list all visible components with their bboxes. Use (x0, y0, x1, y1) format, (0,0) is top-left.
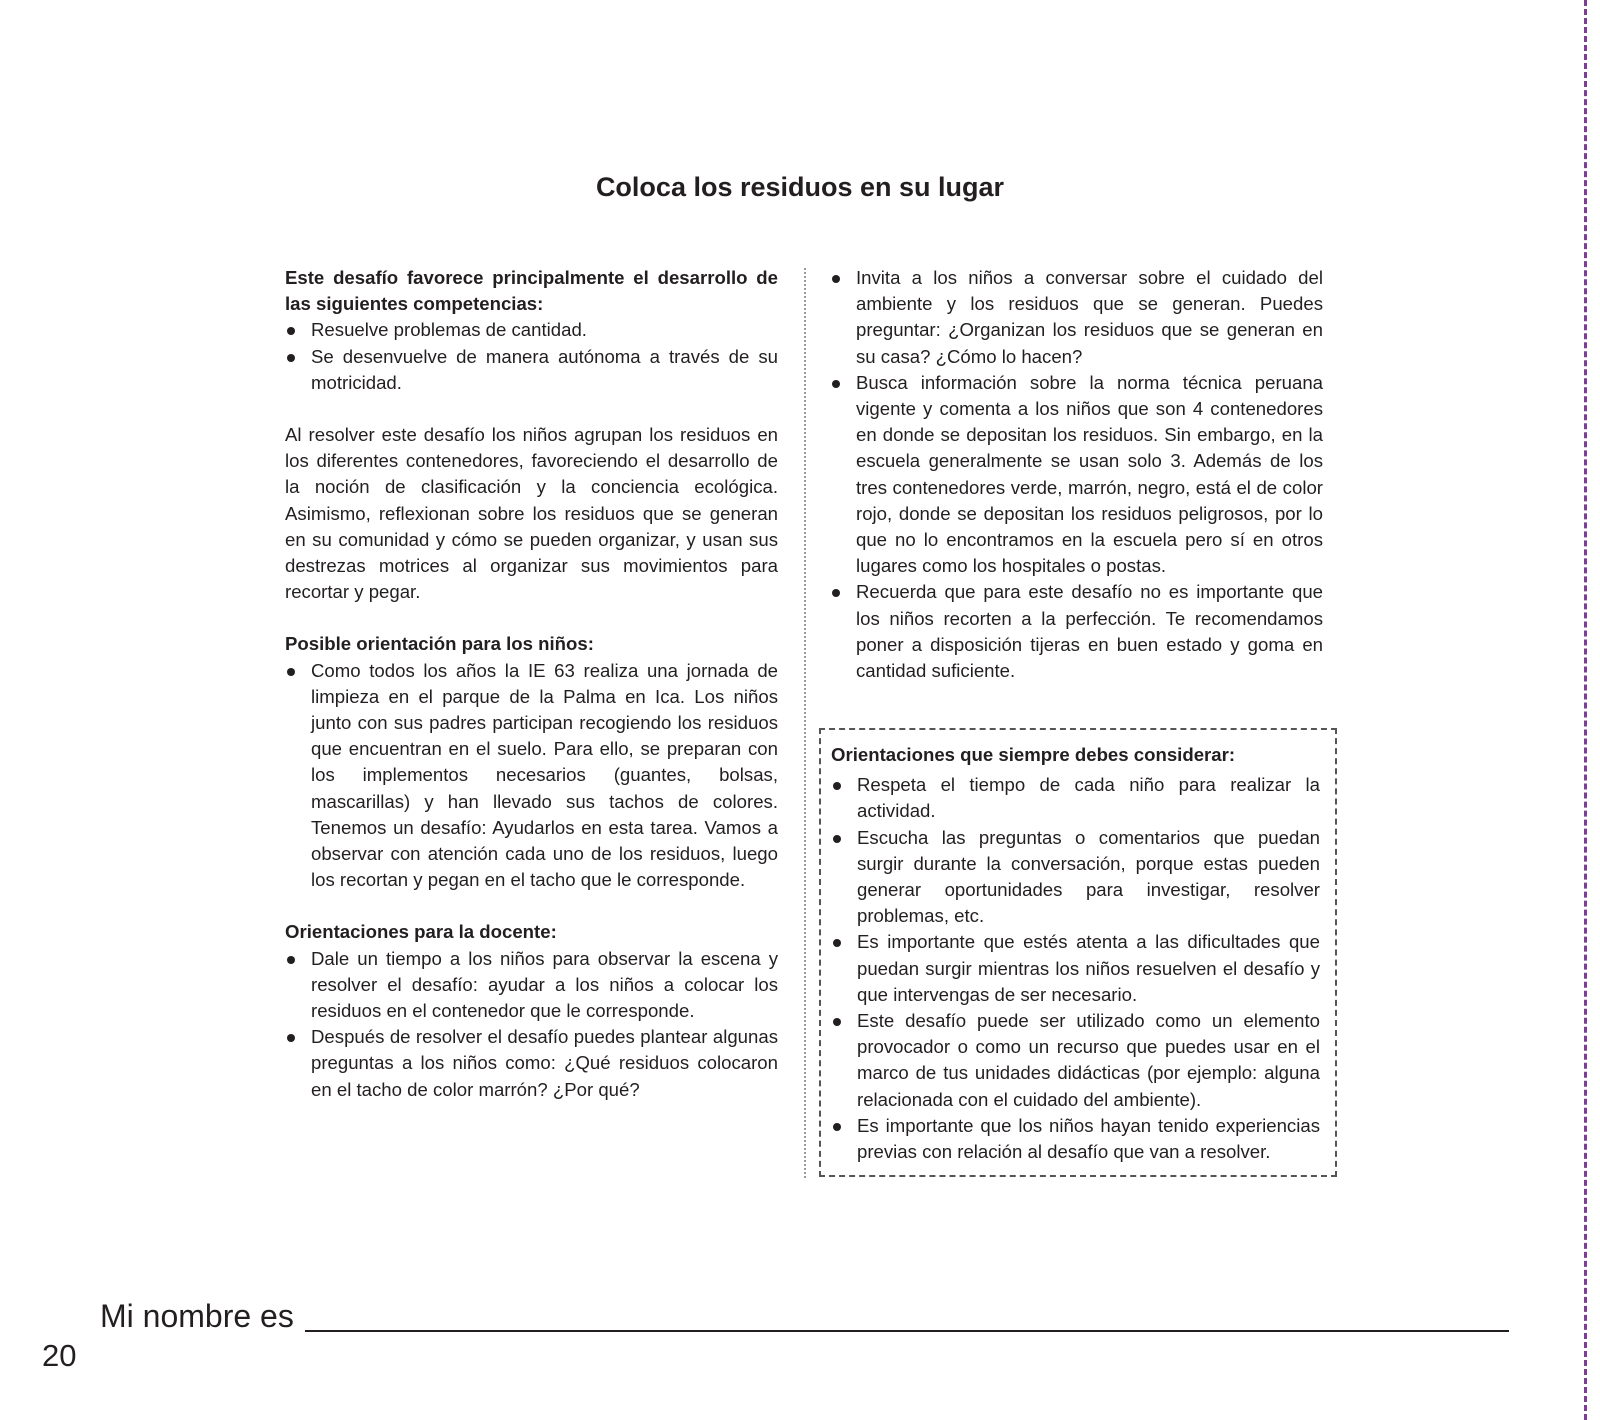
list-item: Escucha las preguntas o comentarios que puedan surgir durante la conversación, porque estas pueden generar oportunidades para investigar, resolver problemas, etc. (831, 825, 1320, 930)
teacher-list (285, 946, 778, 1103)
column-divider (804, 268, 806, 1178)
list-item: Recuerda que para este desafío no es importante que los niños recorten a la perfección. Te recomendamos poner a disposición tijeras en buen estado y goma en cantidad suficiente. (830, 579, 1323, 684)
page-title: Coloca los residuos en su lugar (595, 172, 1005, 202)
orientation-list (285, 658, 778, 894)
teacher-heading: Orientaciones para la docente: (285, 921, 557, 943)
name-label: Mi nombre es (100, 1298, 294, 1334)
list-item: Busca información sobre la norma técnica peruana vigente y comenta a los niños que son 4 contenedores en donde se depositan los residuos. Sin embargo, en la escuela generalmente se usan solo 3. Además de los tres contenedores verde, marrón, negro, está el de color rojo, donde se depositan los residuos peligrosos, por lo que no lo encontramos en la escuela pero sí en otros lugares como los hospitales o postas. (830, 370, 1323, 580)
left-column (285, 265, 778, 1103)
list-item: Después de resolver el desafío puedes plantear algunas preguntas a los niños como: ¿Qué residuos colocaron en el tacho de color marrón? ¿Por qué? (285, 1024, 778, 1103)
right-list (830, 265, 1323, 684)
list-item: Respeta el tiempo de cada niño para realizar la actividad. (831, 772, 1320, 824)
competencies-list (285, 317, 778, 396)
page-number: 20 (42, 1338, 77, 1373)
tips-heading: Orientaciones que siempre debes considerar: (831, 744, 1236, 765)
list-item: Es importante que los niños hayan tenido experiencias previas con relación al desafío que van a resolver. (831, 1113, 1320, 1165)
orientation-heading: Posible orientación para los niños: (285, 633, 594, 655)
right-column (830, 265, 1323, 684)
tips-box (819, 728, 1337, 1177)
intro-paragraph: Al resolver este desafío los niños agrupan los residuos en los diferentes contenedores, favoreciendo el desarrollo de la noción de clasificación y la conciencia ecológica. Asimismo, reflexionan sobre los residuos que se generan en su comunidad y cómo se pueden organizar, y usan sus destrezas motrices al organizar sus movimientos para recortar y pegar. (285, 424, 778, 603)
list-item: Como todos los años la IE 63 realiza una jornada de limpieza en el parque de la Palma en Ica. Los niños junto con sus padres participan recogiendo los residuos que encuentran en el suelo. Para ello, se preparan con los implementos necesarios (guantes, bolsas, mascarillas) y han llevado sus tachos de colores. Tenemos un desafío: Ayudarlos en esta tarea. Vamos a observar con atención cada uno de los residuos, luego los recortan y pegan en el tacho que le corresponde. (285, 658, 778, 894)
list-item: Este desafío puede ser utilizado como un elemento provocador o como un recurso que puedes usar en el marco de tus unidades didácticas (por ejemplo: alguna relacionada con el cuidado del ambiente). (831, 1008, 1320, 1113)
list-item: Es importante que estés atenta a las dificultades que puedan surgir mientras los niños resuelven el desafío y que intervengas de ser necesario. (831, 929, 1320, 1008)
name-write-line[interactable] (305, 1330, 1509, 1332)
list-item: Dale un tiempo a los niños para observar la escena y resolver el desafío: ayudar a los niños a colocar los residuos en el contenedor que le corresponde. (285, 946, 778, 1025)
list-item: Se desenvuelve de manera autónoma a través de su motricidad. (285, 344, 778, 396)
tips-list (831, 772, 1320, 1165)
competencies-heading: Este desafío favorece principalmente el desarrollo de las siguientes competencias: (285, 267, 778, 315)
cut-line (1584, 0, 1587, 1420)
list-item: Invita a los niños a conversar sobre el cuidado del ambiente y los residuos que se generan. Puedes preguntar: ¿Organizan los residuos que se generan en su casa? ¿Cómo lo hacen? (830, 265, 1323, 370)
list-item: Resuelve problemas de cantidad. (285, 317, 778, 343)
